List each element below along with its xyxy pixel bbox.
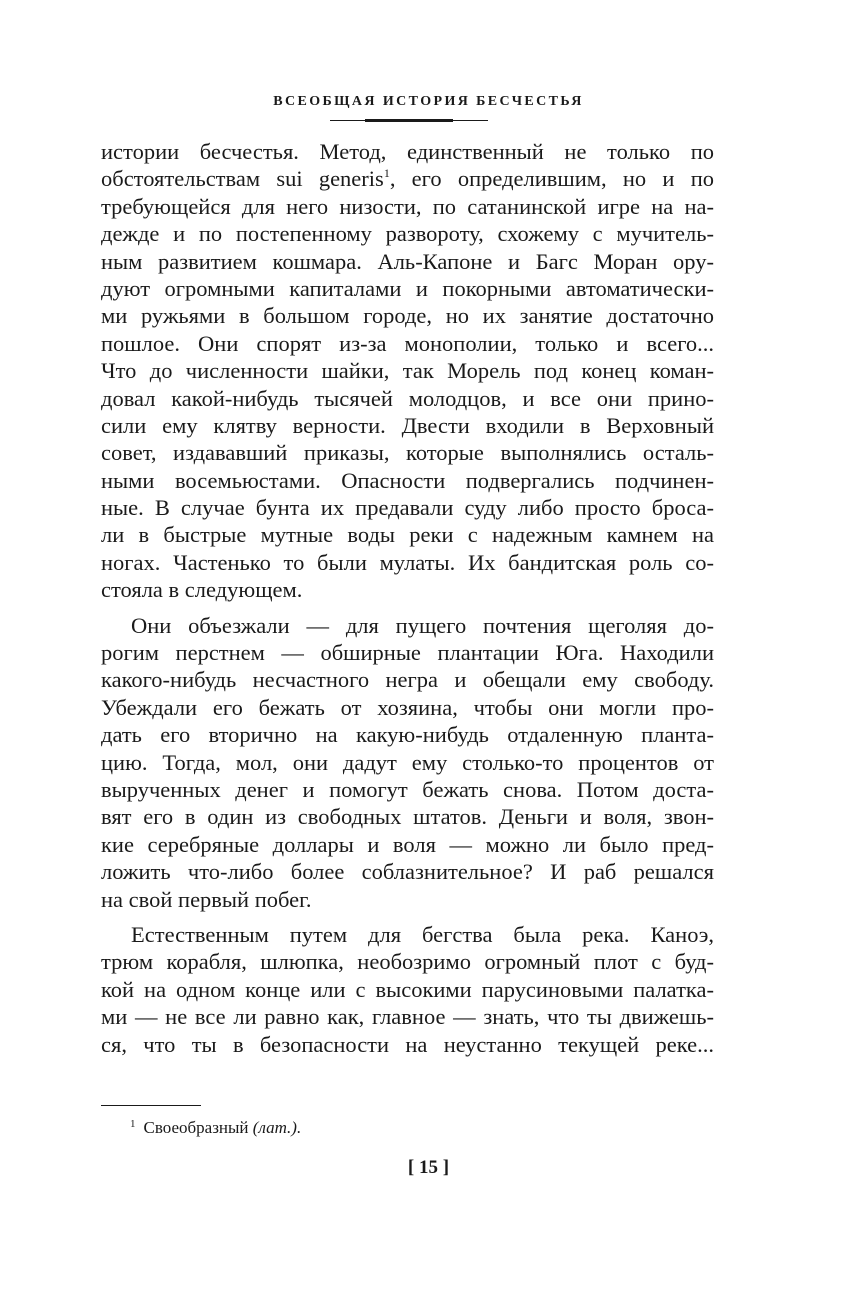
text-line: какого-нибудь несчастного негра и обещали ему свободу. xyxy=(101,667,714,693)
paragraph-gap xyxy=(101,913,714,921)
text-line: ми ружьями в большом городе, но их занятие достаточно xyxy=(101,303,714,329)
running-header: ВСЕОБЩАЯ ИСТОРИЯ БЕСЧЕСТЬЯ xyxy=(273,94,584,109)
text-line: совет, издававший приказы, которые выполнялись осталь- xyxy=(101,440,714,466)
text-line: сили ему клятву верности. Двести входили в Верховный xyxy=(101,412,714,438)
text-line: дать его вторично на какую-нибудь отдаленную планта- xyxy=(101,722,714,748)
footnote xyxy=(130,1112,301,1140)
text-line: Естественным путем для бегства была река. Каноэ, xyxy=(131,921,714,947)
text-line: ные. В случае бунта их предавали суду либо просто броса- xyxy=(101,495,714,521)
text-line: на свой первый побег. xyxy=(101,886,312,912)
paragraph-gap xyxy=(101,604,714,612)
text-line: кой на одном конце или с высокими парусиновыми палатка- xyxy=(101,976,714,1002)
text-line: трюм корабля, шлюпка, необозримо огромный плот с буд- xyxy=(101,949,714,975)
text-line: ми — не все ли равно как, главное — знать, что ты движешь- xyxy=(101,1004,714,1030)
text-line: вят его в один из свободных штатов. Деньги и воля, звон- xyxy=(101,804,714,830)
header-rule-accent xyxy=(365,119,453,122)
text-line: истории бесчестья. Метод, единственный не только по xyxy=(101,139,714,164)
text-line-part: обстоятельствам sui generis xyxy=(101,166,384,192)
text-line: кие серебряные доллары и воля — можно ли было пред- xyxy=(101,831,714,857)
footnote-marker: 1 xyxy=(130,1118,136,1130)
text-line: пошлое. Они спорят из-за монополии, только и всего... xyxy=(101,330,714,356)
text-line: довал какой-нибудь тысячей молодцов, и все они прино- xyxy=(101,385,714,411)
text-line: Они объезжали — для пущего почтения щеголяя до- xyxy=(131,612,714,638)
text-line: вырученных денег и помогут бежать снова. Потом доста- xyxy=(101,776,714,802)
text-line: требующейся для него низости, по сатанинской игре на на- xyxy=(101,193,714,219)
text-line: ли в быстрые мутные воды реки с надежным камнем на xyxy=(101,522,714,548)
text-line: ложить что-либо более соблазнительное? И раб решался xyxy=(101,859,714,885)
text-line: ногах. Частенько то были мулаты. Их бандитская роль со- xyxy=(101,549,714,575)
body-text xyxy=(101,138,714,1058)
text-line: рогим перстнем — обширные плантации Юга. Находили xyxy=(101,640,714,666)
text-line-part: , его определившим, но и по xyxy=(389,166,714,192)
paragraph-2 xyxy=(101,612,714,913)
text-line: ным развитием кошмара. Аль-Капоне и Багс Моран ору- xyxy=(101,248,714,274)
footnote-language-note: (лат.). xyxy=(252,1118,302,1137)
text-line: ными восемьюстами. Опасности подвергались подчинен- xyxy=(101,467,714,493)
footnote-separator xyxy=(101,1105,201,1106)
paragraph-1 xyxy=(101,138,714,604)
text-line xyxy=(101,165,714,192)
footnote-reference[interactable]: 1 xyxy=(383,166,390,181)
page-number: [ 15 ] xyxy=(407,1157,450,1178)
text-line: дуют огромными капиталами и покорными автоматически- xyxy=(101,275,714,301)
text-line: стояла в следующем. xyxy=(101,577,303,603)
text-line: дежде и по постепенному развороту, схожему с мучитель- xyxy=(101,221,714,247)
footnote-text: Своеобразный xyxy=(143,1118,249,1137)
text-line: ся, что ты в безопасности на неустанно текущей реке... xyxy=(101,1031,714,1057)
text-line: Убеждали его бежать от хозяина, чтобы они могли про- xyxy=(101,694,714,720)
text-line: Что до численности шайки, так Морель под конец коман- xyxy=(101,358,714,384)
text-line: цию. Тогда, мол, они дадут ему столько-то процентов от xyxy=(101,749,714,775)
paragraph-3 xyxy=(101,921,714,1058)
